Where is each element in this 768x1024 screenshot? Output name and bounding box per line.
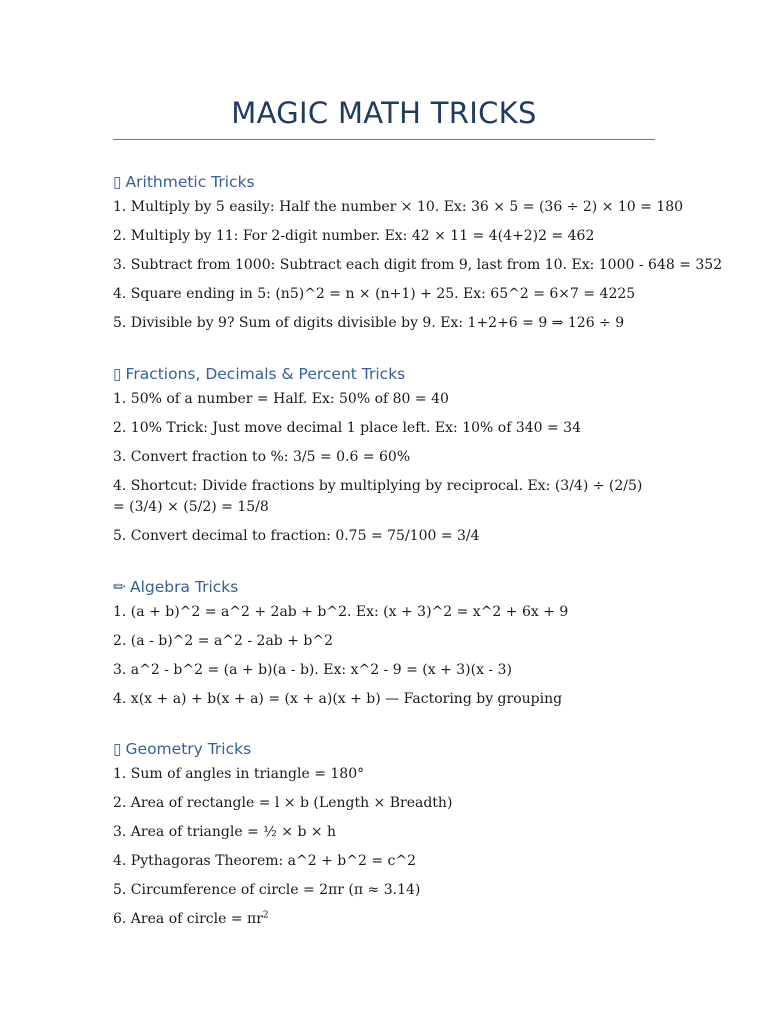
page-title: MAGIC MATH TRICKS [231, 96, 537, 130]
list-item: 1. Sum of angles in triangle = 180° [113, 766, 365, 782]
section-geometry [113, 738, 658, 938]
list-item: 4. Shortcut: Divide fractions by multiplying by reciprocal. Ex: (3/4) ÷ (2/5) = (3/4) × (5/2) = 15/8 [113, 478, 643, 515]
section-heading [113, 576, 658, 598]
title-divider [113, 139, 655, 140]
list-item [113, 909, 658, 930]
section-heading [113, 363, 658, 385]
list-item: 2. Area of rectangle = l × b (Length × Breadth) [113, 795, 453, 811]
list-item: 5. Convert decimal to fraction: 0.75 = 75/100 = 3/4 [113, 528, 480, 544]
list-item: 1. 50% of a number = Half. Ex: 50% of 80 = 40 [113, 391, 449, 407]
superscript: 2 [262, 910, 269, 921]
list-item: 4. Square ending in 5: (n5)^2 = n × (n+1) + 25. Ex: 65^2 = 6×7 = 4225 [113, 286, 636, 302]
missing-glyph-icon: ▯ [113, 365, 122, 383]
list-item: 3. a^2 - b^2 = (a + b)(a - b). Ex: x^2 - 9 = (x + 3)(x - 3) [113, 662, 512, 678]
pencil-icon: ✏ [113, 578, 126, 596]
section-heading-text: Algebra Tricks [130, 578, 239, 596]
list-item: 3. Subtract from 1000: Subtract each digit from 9, last from 10. Ex: 1000 - 648 = 352 [113, 257, 723, 273]
list-item: 1. (a + b)^2 = a^2 + 2ab + b^2. Ex: (x + 3)^2 = x^2 + 6x + 9 [113, 604, 569, 620]
list-item: 4. x(x + a) + b(x + a) = (x + a)(x + b) — Factoring by grouping [113, 691, 563, 707]
list-item-text: 6. Area of circle = πr [113, 911, 263, 927]
list-item: 3. Convert fraction to %: 3/5 = 0.6 = 60% [113, 449, 411, 465]
list-item: 1. Multiply by 5 easily: Half the number × 10. Ex: 36 × 5 = (36 ÷ 2) × 10 = 180 [113, 199, 684, 215]
section-heading-text: Geometry Tricks [125, 740, 252, 758]
list-item: 5. Circumference of circle = 2πr (π ≈ 3.14) [113, 882, 421, 898]
section-heading-text: Arithmetic Tricks [125, 173, 255, 191]
section-algebra [113, 576, 658, 718]
list-item: 4. Pythagoras Theorem: a^2 + b^2 = c^2 [113, 853, 417, 869]
list-item: 2. (a - b)^2 = a^2 - 2ab + b^2 [113, 633, 334, 649]
list-item: 5. Divisible by 9? Sum of digits divisible by 9. Ex: 1+2+6 = 9 ⇒ 126 ÷ 9 [113, 315, 625, 331]
list-item: 2. 10% Trick: Just move decimal 1 place left. Ex: 10% of 340 = 34 [113, 420, 581, 436]
list-item: 3. Area of triangle = ½ × b × h [113, 824, 337, 840]
section-heading-text: Fractions, Decimals & Percent Tricks [125, 365, 406, 383]
missing-glyph-icon: ▯ [113, 740, 122, 758]
section-arithmetic [113, 171, 723, 342]
missing-glyph-icon: ▯ [113, 173, 122, 191]
list-item: 2. Multiply by 11: For 2-digit number. Ex: 42 × 11 = 4(4+2)2 = 462 [113, 228, 595, 244]
section-fractions [113, 363, 658, 555]
section-heading [113, 738, 658, 760]
section-heading [113, 171, 658, 193]
